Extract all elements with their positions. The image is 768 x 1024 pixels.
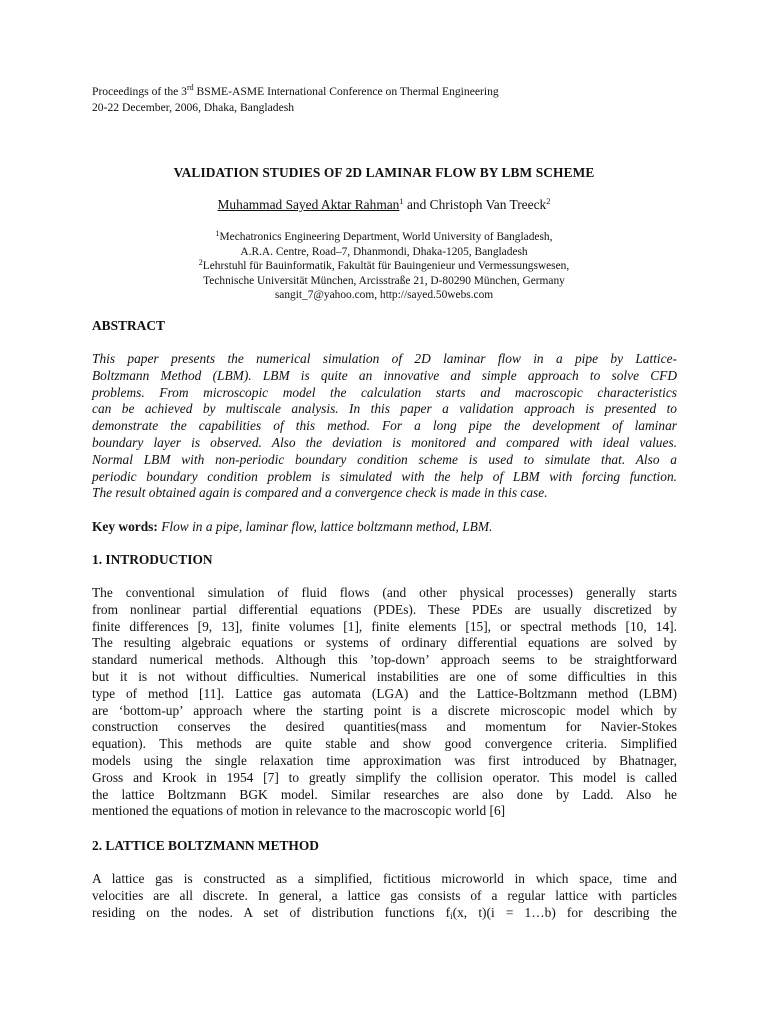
proceedings-conference: BSME-ASME International Conference on Thermal Engineering [193,85,499,98]
affiliation-1-marker: 1 [215,229,220,238]
introduction-body [92,585,677,820]
proceedings-header [92,84,499,116]
intro-line: The resulting algebraic equations or systems of ordinary differential equations are solved by [92,635,677,651]
proceedings-ordinal: rd [186,83,194,92]
proceedings-line-2: 20-22 December, 2006, Dhaka, Bangladesh [92,101,295,114]
intro-line: the lattice Boltzmann BGK model. Similar researches are also done by Ladd. Also he [92,786,677,802]
abstract-line: Normal LBM with non-periodic boundary condition scheme is used to simulate that. Also a [92,451,677,467]
intro-line: but it is not without difficulties. Numerical instabilities are one of some difficulties in this [92,668,677,684]
paper-title: VALIDATION STUDIES OF 2D LAMINAR FLOW BY LBM SCHEME [173,165,595,180]
affiliation-2-text: Lehrstuhl für Bauinformatik, Fakultät für Bauingenieur und Vermessungswesen, [202,260,570,273]
intro-line: are ‘bottom-up’ approach where the starting point is a discrete microscopic model which by [92,702,677,718]
author-1-affil: 1 [399,196,404,206]
abstract-line: problems. From microscopic model the calculation starts and macroscopic characteristics [92,384,677,400]
intro-line: The conventional simulation of fluid flows (and other physical processes) generally starts [92,585,677,600]
author-1: Muhammad Sayed Aktar Rahman [217,197,400,212]
author-2: and Christoph Van Treeck [403,197,547,212]
abstract-body [92,351,677,502]
intro-line: mentioned the equations of motion in relevance to the macroscopic world [6] [92,803,506,819]
lbm-line-3-subscript: i [450,910,453,921]
intro-line: from nonlinear partial differential equations (PDEs). These PDEs are usually discretized by [92,601,677,617]
lbm-line-3 [92,905,677,925]
affiliation-2-line-2: Technische Universität München, Arcisstraße 21, D-80290 München, Germany [203,274,565,287]
proceedings-text: Proceedings of the 3 [92,85,187,98]
lbm-body [92,871,677,924]
lbm-line-3-text: residing on the nodes. A set of distribution functions f [92,904,451,920]
intro-line: construction conserves the desired quantities(mass and momentum for Navier-Stokes [92,719,677,735]
abstract-line: demonstrate the capabilities of this method. For a long pipe the development of laminar [92,418,677,434]
abstract-heading: ABSTRACT [92,318,165,333]
proceedings-line-1 [92,84,499,100]
affiliation-1-text: Mechatronics Engineering Department, World University of Bangladesh, [219,231,553,243]
lbm-line: velocities are all discrete. In general, a lattice gas consists of a regular lattice with particles [92,887,677,903]
author-line [0,197,768,213]
abstract-line: This paper presents the numerical simulation of 2D laminar flow in a pipe by Lattice- [92,351,677,366]
lbm-line: A lattice gas is constructed as a simplified, fictitious microworld in which space, time and [92,871,677,886]
keywords [92,519,492,535]
keywords-label: Key words: [92,519,158,534]
abstract-line: boundary layer is observed. Also the deviation is monitored and compared with ideal values. [92,434,677,450]
lbm-heading: 2. LATTICE BOLTZMANN METHOD [92,838,319,853]
affiliation-1-line-2: A.R.A. Centre, Road–7, Dhanmondi, Dhaka-1205, Bangladesh [240,245,528,258]
affiliations [0,230,768,303]
abstract-line: periodic boundary condition problem is simulated with the help of LBM with forcing function. [92,468,677,484]
lbm-line-3-tail: (x, t)(i = 1…b) for describing the [452,904,677,920]
intro-line: Gross and Krook in 1954 [7] to greatly simplify the collision operator. This model is called [92,769,677,785]
affiliation-2-line-1 [0,259,768,274]
intro-line: equation). This methods are quite stable and show good convergence criteria. Simplified [92,736,677,752]
intro-line: models using the single relaxation time approximation was first introduced by Bhatnager, [92,752,677,768]
affiliation-1-line-1 [0,230,768,245]
intro-line: standard numerical methods. Although this ’top-down’ approach seems to be straightforward [92,652,677,668]
abstract-line: Boltzmann Method (LBM). LBM is quite an innovative and simple approach to solve CFD [92,367,677,383]
contact-info: sangit_7@yahoo.com, http://sayed.50webs.com [274,289,494,302]
keywords-text: Flow in a pipe, laminar flow, lattice boltzmann method, LBM. [157,519,493,534]
intro-line: finite differences [9, 13], finite volumes [1], finite elements [15], or spectral methods [10, 14]. [92,618,677,634]
affiliation-2-marker: 2 [198,258,203,268]
author-2-affil: 2 [546,196,551,206]
introduction-heading: 1. INTRODUCTION [92,552,213,567]
abstract-line: The result obtained again is compared and a convergence check is made in this case. [92,485,548,501]
intro-line: type of method [11]. Lattice gas automata (LGA) and the Lattice-Boltzmann method (LBM) [92,685,677,701]
abstract-line: can be achieved by multiscale analysis. In this paper a validation approach is presented to [92,401,677,417]
